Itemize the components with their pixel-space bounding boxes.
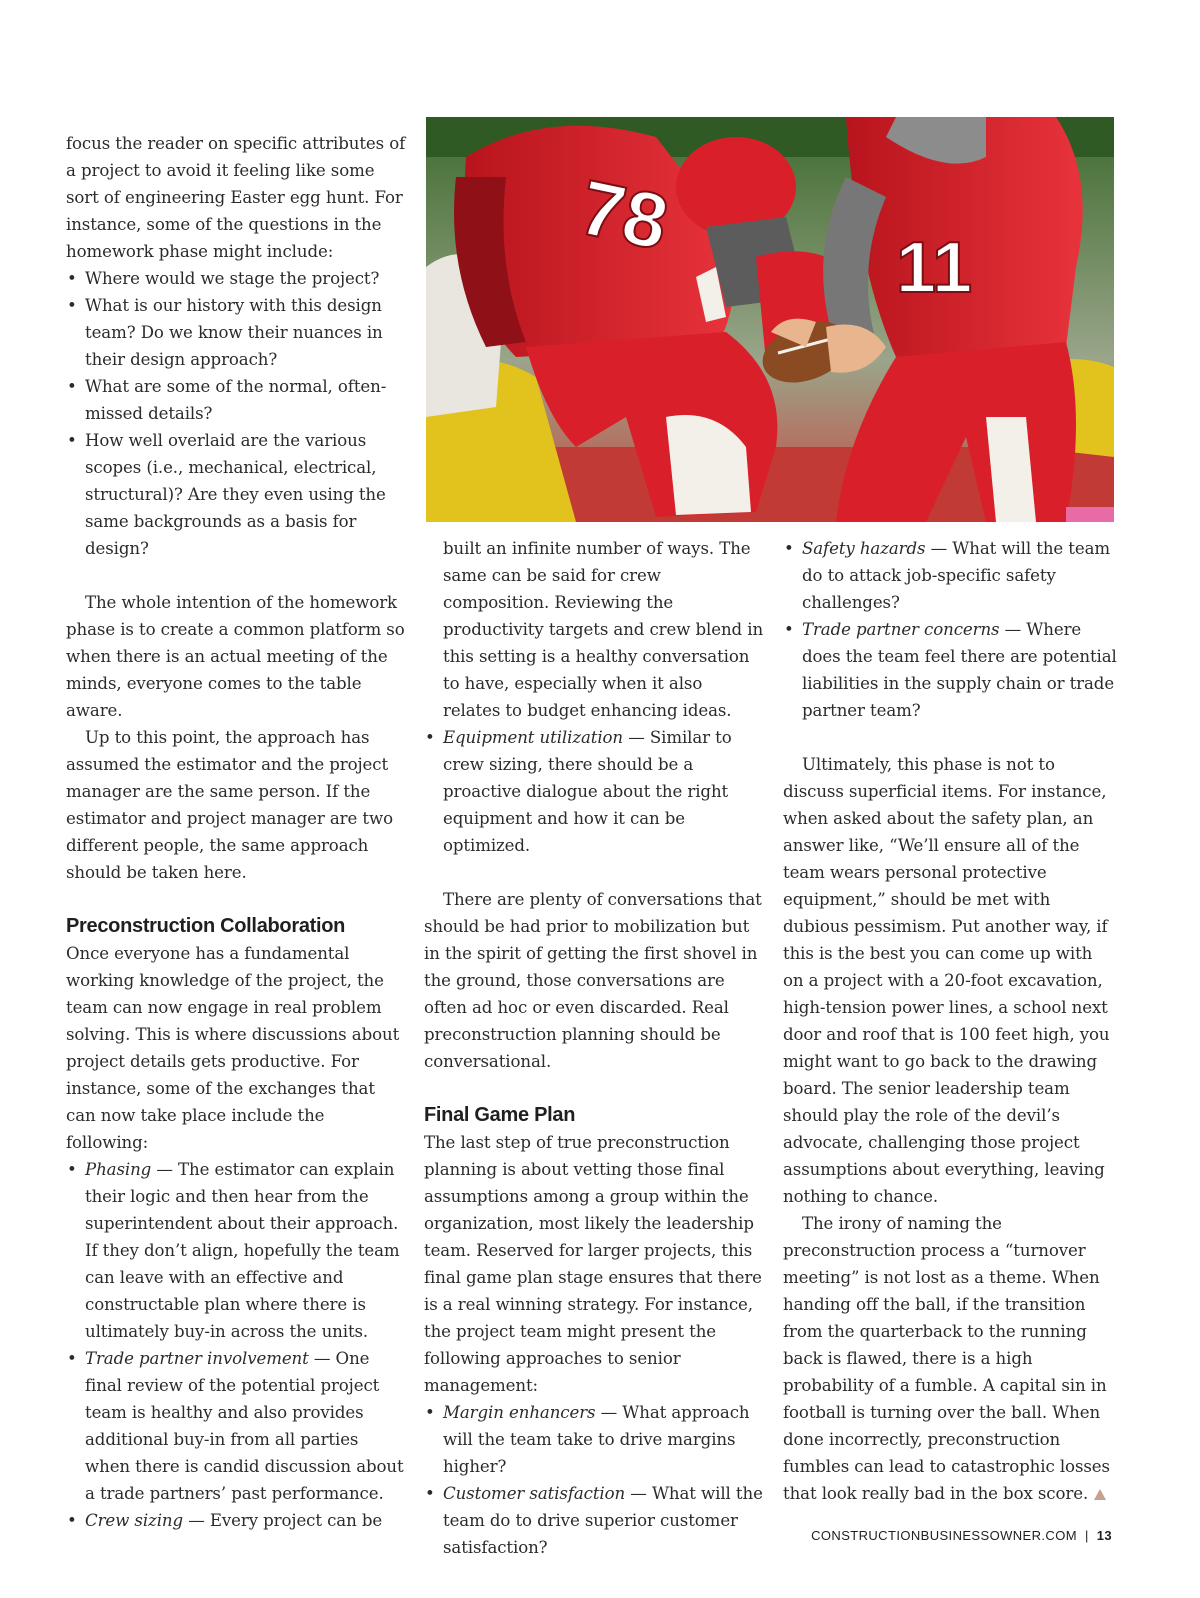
equipment-list [424, 724, 764, 859]
list-term: Trade partner involvement [85, 1349, 309, 1368]
column-2 [424, 535, 764, 1561]
list-term: Equipment utilization [443, 728, 624, 747]
list-term: Crew sizing [85, 1511, 184, 1530]
list-term: Safety hazards [802, 539, 926, 558]
list-item [424, 724, 764, 859]
list-term: Customer satisfaction [443, 1484, 626, 1503]
homework-questions-list [66, 265, 406, 562]
list-text: — Every project can be [183, 1511, 383, 1530]
list-text: — What will the team do to drive superior customer satisfaction? [443, 1484, 763, 1557]
body-paragraph: Up to this point, the approach has assumed the estimator and the project manager are the same person. If the estimator and project manager are two different people, the same approach should be taken here. [66, 728, 393, 882]
closing-paragraph [783, 1210, 1117, 1507]
page-number: 13 [1096, 1528, 1112, 1543]
list-item [66, 1156, 406, 1345]
list-text: — Where does the team feel there are potential liabilities in the supply chain or trade partner team? [802, 620, 1117, 720]
list-item: • What is our history with this design team? Do we know their nuances in their design approach? [66, 292, 406, 373]
list-item [783, 616, 1117, 724]
list-item: • How well overlaid are the various scopes (i.e., mechanical, electrical, structural)? Are they even using the same backgrounds as a basis for design? [66, 427, 406, 562]
list-text: — Similar to crew sizing, there should be a proactive dialogue about the right equipment and how it can be optimized. [443, 728, 732, 855]
concerns-list [783, 535, 1117, 724]
body-paragraph: The whole intention of the homework phase is to create a common platform so when there is an actual meeting of the minds, everyone comes to the table aware. [66, 593, 405, 720]
photo-illustration [426, 117, 1114, 522]
list-item: • Where would we stage the project? [66, 265, 406, 292]
list-item [783, 535, 1117, 616]
body-paragraph: Ultimately, this phase is not to discuss superficial items. For instance, when asked about the safety plan, an answer like, “We’ll ensure all of the team wears personal protective equipment,” should be met with dubious pessimism. Put another way, if this is the best you can come up with on a project with a 20-foot excavation, high-tension power lines, a school next door and roof that is 100 feet high, you might want to go back to the drawing board. The senior leadership team should play the role of the devil’s advocate, challenging those project assumptions about everything, leaving nothing to chance. [783, 755, 1110, 1206]
list-term: Trade partner concerns [802, 620, 1000, 639]
footer-site: CONSTRUCTIONBUSINESSOWNER.COM [811, 1528, 1077, 1543]
column-3 [783, 535, 1117, 1507]
list-text: — What approach will the team take to drive margins higher? [443, 1403, 750, 1476]
list-text: — One final review of the potential project team is healthy and also provides additional buy-in from all parties when there is candid discussion about a trade partners’ past performance. [85, 1349, 404, 1503]
list-text: — What will the team do to attack job-specific safety challenges? [802, 539, 1111, 612]
list-item [66, 1507, 406, 1534]
footer-separator: | [1084, 1528, 1089, 1543]
continued-paragraph: built an infinite number of ways. The same can be said for crew composition. Reviewing the productivity targets and crew blend in this setting is a healthy conversation to have, especially when it also relates to budget enhancing ideas. [443, 539, 764, 720]
jersey-number-11: 11 [896, 228, 973, 308]
section-heading: Final Game Plan [424, 1104, 576, 1126]
exchanges-list [66, 1156, 406, 1534]
list-term: Margin enhancers [443, 1403, 596, 1422]
list-item [424, 1480, 764, 1561]
list-term: Phasing [85, 1160, 152, 1179]
list-item: • What are some of the normal, often-missed details? [66, 373, 406, 427]
body-paragraph: Once everyone has a fundamental working knowledge of the project, the team can now engage in real problem solving. This is where discussions about project details gets productive. For instance, some of the exchanges that can now take place include the following: [66, 944, 400, 1152]
body-paragraph: There are plenty of conversations that should be had prior to mobilization but in the spirit of getting the first shovel in the ground, those conversations are often ad hoc or even discarded. Real preconstruction planning should be conversational. [424, 890, 762, 1071]
closing-text: The irony of naming the preconstruction process a “turnover meeting” is not lost as a theme. When handing off the ball, if the transition from the quarterback to the running back is flawed, there is a high probability of a fumble. A capital sin in football is turning over the ball. When done incorrectly, preconstruction fumbles can lead to catastrophic losses that look really bad in the box score. [783, 1214, 1110, 1503]
end-of-article-icon [1094, 1489, 1106, 1500]
football-handoff-photo [426, 117, 1114, 522]
intro-paragraph: focus the reader on specific attributes of a project to avoid it feeling like some sort of engineering Easter egg hunt. For instance, some of the questions in the homework phase might include: [66, 134, 406, 261]
column-1 [66, 130, 406, 1534]
list-text: — The estimator can explain their logic and then hear from the superintendent about their approach. If they don’t align, hopefully the team can leave with an effective and constructable plan where there is ultimately buy-in across the units. [85, 1160, 400, 1341]
section-heading: Preconstruction Collaboration [66, 915, 346, 937]
list-item [424, 1399, 764, 1480]
approaches-list [424, 1399, 764, 1561]
list-item [66, 1345, 406, 1507]
page-footer [811, 1528, 1112, 1543]
body-paragraph: The last step of true preconstruction planning is about vetting those final assumptions among a group within the organization, most likely the leadership team. Reserved for larger projects, this final game plan stage ensures that there is a real winning strategy. For instance, the project team might present the following approaches to senior management: [424, 1133, 762, 1395]
jersey-number-78: 78 [572, 162, 676, 267]
